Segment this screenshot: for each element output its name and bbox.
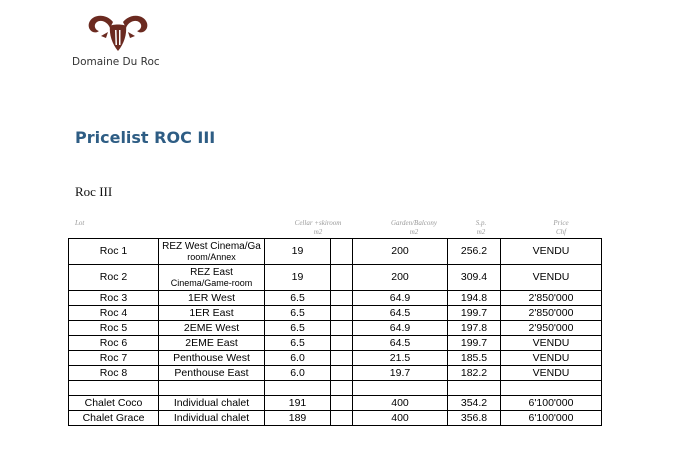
spacer-cell xyxy=(331,239,353,265)
garden-cell: 21.5 xyxy=(353,351,448,366)
lot-cell xyxy=(69,381,159,396)
header-price: Price Chf xyxy=(553,219,569,236)
spacer-cell xyxy=(331,321,353,336)
garden-cell: 64.5 xyxy=(353,336,448,351)
lot-cell: Chalet Coco xyxy=(69,396,159,411)
ram-logo-icon xyxy=(86,14,150,52)
surface-cell: 199.7 xyxy=(448,336,501,351)
surface-cell: 256.2 xyxy=(448,239,501,265)
surface-cell: 356.8 xyxy=(448,411,501,426)
table-row xyxy=(69,306,602,321)
page-title: Pricelist ROC III xyxy=(75,128,216,147)
surface-cell: 194.8 xyxy=(448,291,501,306)
spacer-cell xyxy=(331,351,353,366)
surface-cell: 309.4 xyxy=(448,265,501,291)
cellar-cell: 19 xyxy=(265,265,331,291)
table-row xyxy=(69,336,602,351)
cellar-cell: 6.5 xyxy=(265,321,331,336)
spacer-cell xyxy=(331,396,353,411)
table-row xyxy=(69,239,602,265)
price-cell: VENDU xyxy=(501,239,602,265)
garden-cell: 400 xyxy=(353,396,448,411)
spacer-cell xyxy=(331,381,353,396)
surface-cell: 185.5 xyxy=(448,351,501,366)
price-cell: 2'850'000 xyxy=(501,291,602,306)
spacer-cell xyxy=(331,411,353,426)
table-row xyxy=(69,351,602,366)
description-cell: Individual chalet xyxy=(159,396,265,411)
header-cellar: Cellar +skiroom m2 xyxy=(294,219,342,236)
price-cell: VENDU xyxy=(501,265,602,291)
garden-cell: 200 xyxy=(353,239,448,265)
table-row xyxy=(69,291,602,306)
cellar-cell: 191 xyxy=(265,396,331,411)
spacer-cell xyxy=(331,306,353,321)
cellar-cell xyxy=(265,381,331,396)
garden-cell: 64.5 xyxy=(353,306,448,321)
description-cell: Penthouse East xyxy=(159,366,265,381)
price-cell: 6'100'000 xyxy=(501,411,602,426)
spacer-cell xyxy=(331,366,353,381)
description-cell: 2EME West xyxy=(159,321,265,336)
garden-cell: 19.7 xyxy=(353,366,448,381)
table-row xyxy=(69,411,602,426)
lot-cell: Roc 4 xyxy=(69,306,159,321)
garden-cell xyxy=(353,381,448,396)
price-cell xyxy=(501,381,602,396)
cellar-cell: 6.5 xyxy=(265,306,331,321)
cellar-cell: 6.5 xyxy=(265,336,331,351)
lot-cell: Chalet Grace xyxy=(69,411,159,426)
price-cell: 2'950'000 xyxy=(501,321,602,336)
surface-cell: 354.2 xyxy=(448,396,501,411)
header-sp: S.p. m2 xyxy=(475,219,487,236)
price-cell: 6'100'000 xyxy=(501,396,602,411)
brand-name: Domaine Du Roc xyxy=(72,56,160,68)
brand-logo xyxy=(72,14,168,68)
table-row xyxy=(69,396,602,411)
description-cell: Individual chalet xyxy=(159,411,265,426)
section-title: Roc III xyxy=(75,184,113,199)
garden-cell: 400 xyxy=(353,411,448,426)
price-cell: VENDU xyxy=(501,336,602,351)
description-cell: 1ER East xyxy=(159,306,265,321)
table-row xyxy=(69,381,602,396)
description-cell: 2EME East xyxy=(159,336,265,351)
lot-cell: Roc 5 xyxy=(69,321,159,336)
garden-cell: 200 xyxy=(353,265,448,291)
table-row xyxy=(69,265,602,291)
spacer-cell xyxy=(331,291,353,306)
lot-cell: Roc 3 xyxy=(69,291,159,306)
garden-cell: 64.9 xyxy=(353,321,448,336)
price-table xyxy=(68,238,602,426)
surface-cell: 197.8 xyxy=(448,321,501,336)
lot-cell: Roc 2 xyxy=(69,265,159,291)
spacer-cell xyxy=(331,336,353,351)
price-cell: 2'850'000 xyxy=(501,306,602,321)
garden-cell: 64.9 xyxy=(353,291,448,306)
price-cell: VENDU xyxy=(501,351,602,366)
surface-cell xyxy=(448,381,501,396)
surface-cell: 199.7 xyxy=(448,306,501,321)
lot-cell: Roc 8 xyxy=(69,366,159,381)
header-lot: Lot xyxy=(75,219,85,227)
spacer-cell xyxy=(331,265,353,291)
table-row xyxy=(69,366,602,381)
cellar-cell: 6.0 xyxy=(265,366,331,381)
lot-cell: Roc 6 xyxy=(69,336,159,351)
description-cell xyxy=(159,381,265,396)
description-cell: REZ East Cinema/Game-room xyxy=(159,265,265,291)
lot-cell: Roc 7 xyxy=(69,351,159,366)
header-garden: Garden/Balcony m2 xyxy=(390,219,437,236)
surface-cell: 182.2 xyxy=(448,366,501,381)
cellar-cell: 6.5 xyxy=(265,291,331,306)
price-cell: VENDU xyxy=(501,366,602,381)
description-cell: REZ West Cinema/Ga room/Annex xyxy=(159,239,265,265)
lot-cell: Roc 1 xyxy=(69,239,159,265)
cellar-cell: 189 xyxy=(265,411,331,426)
cellar-cell: 19 xyxy=(265,239,331,265)
description-cell: 1ER West xyxy=(159,291,265,306)
description-cell: Penthouse West xyxy=(159,351,265,366)
cellar-cell: 6.0 xyxy=(265,351,331,366)
table-row xyxy=(69,321,602,336)
